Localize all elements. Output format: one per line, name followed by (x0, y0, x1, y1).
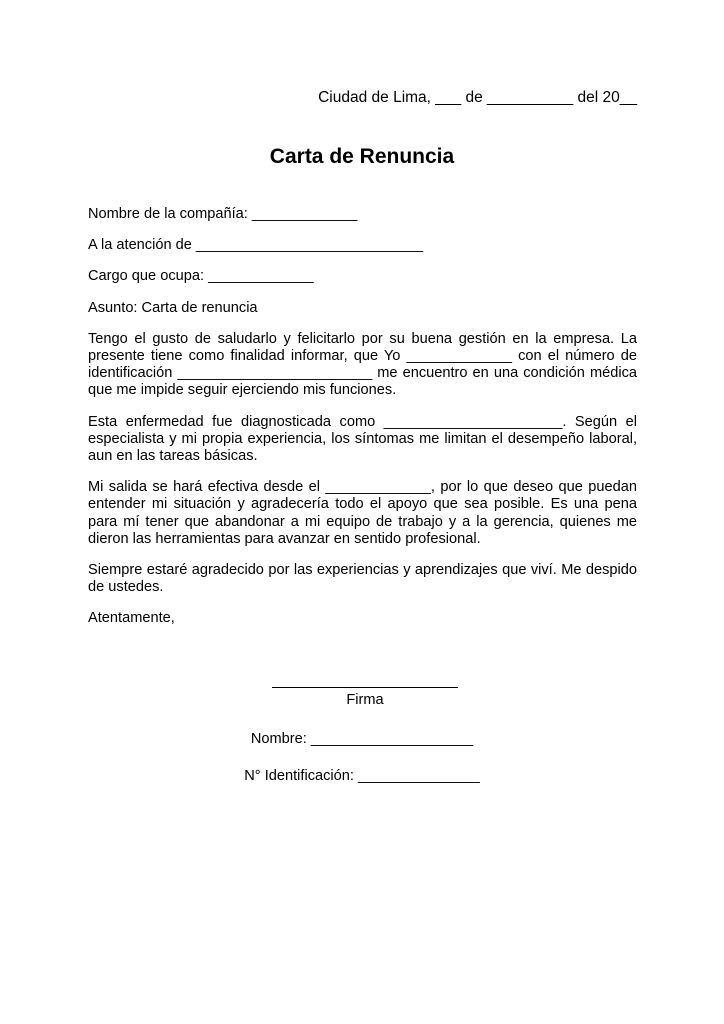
place-date-line: Ciudad de Lima, ___ de __________ del 20__ (318, 89, 637, 106)
signature-id-field: N° Identificación: _______________ (244, 768, 480, 784)
document-title: Carta de Renuncia (269, 145, 455, 168)
position-field: Cargo que ocupa: _____________ (88, 268, 314, 285)
letter-body (88, 206, 637, 642)
attention-field: A la atención de ____________________________ (88, 237, 424, 254)
closing-text: Atentamente, (88, 610, 175, 627)
paragraph-farewell: Siempre estaré agradecido por las experiencias y aprendizajes que viví. Me despido de ustedes. (88, 562, 637, 596)
company-field: Nombre de la compañía: _____________ (88, 206, 358, 222)
paragraph-departure: Mi salida se hará efectiva desde el _____________, por lo que deseo que puedan entender mi situación y agradecería todo el apoyo que sea posible. Es una pena para mí tener que abandonar a mi equipo de trabajo y a la gerencia, quienes me dieron las herramientas para avanzar en sentido profesional. (88, 479, 637, 547)
signature-name-field: Nombre: ____________________ (250, 731, 474, 747)
signature-label: Firma (346, 692, 384, 708)
paragraph-intro: Tengo el gusto de saludarlo y felicitarlo por su buena gestión en la empresa. La presente tiene como finalidad informar, que Yo _____________ con el número de identificación ________________________ me encuentro en una condición médica que me impide seguir ejerciendo mis funciones. (88, 330, 637, 399)
signature-line (272, 670, 458, 688)
paragraph-illness: Esta enfermedad fue diagnosticada como ______________________. Según el especialista y mi propia experiencia, los síntomas me limitan el desempeño laboral, aun en las tareas básicas. (88, 413, 637, 465)
subject-field: Asunto: Carta de renuncia (88, 299, 258, 316)
